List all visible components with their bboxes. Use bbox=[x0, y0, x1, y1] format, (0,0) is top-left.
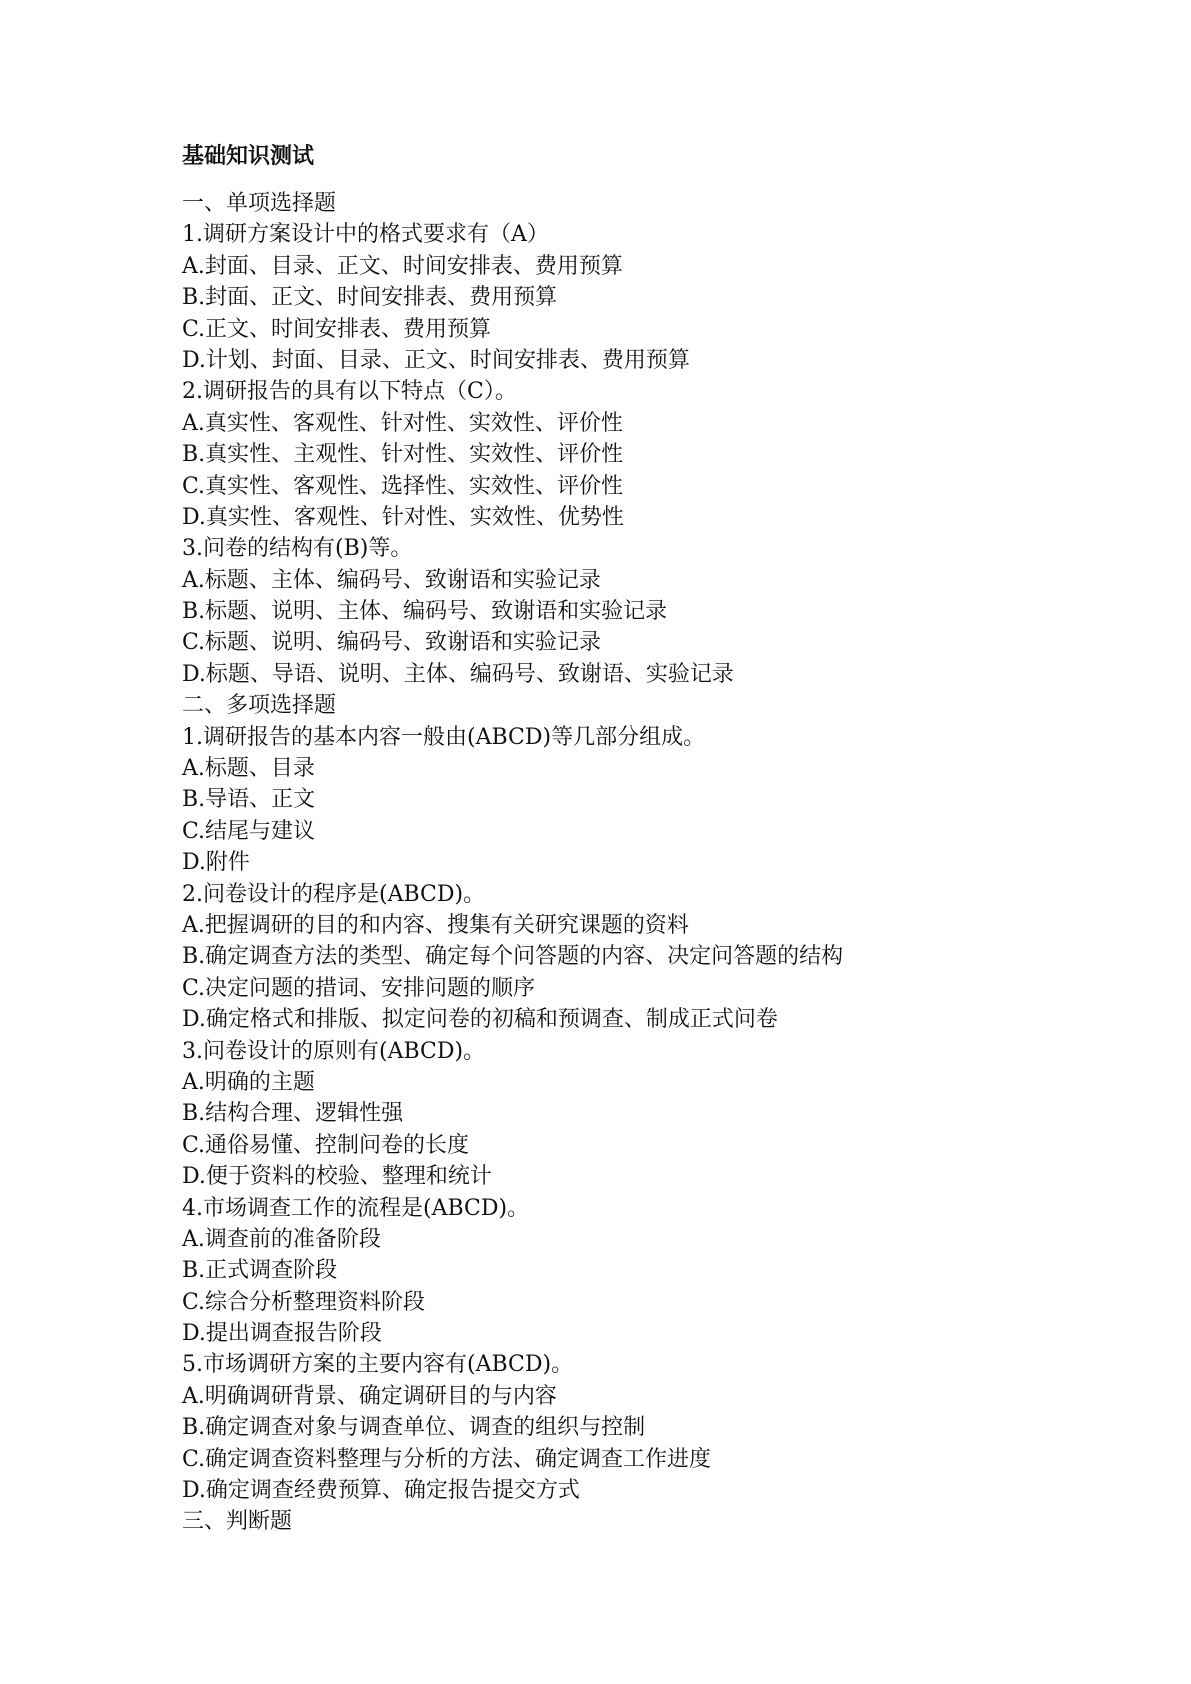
answer-option: D.附件 bbox=[182, 850, 250, 876]
answer-option: B.导语、正文 bbox=[182, 787, 316, 813]
document-body bbox=[182, 188, 1142, 1538]
answer-option: D.真实性、客观性、针对性、实效性、优势性 bbox=[182, 504, 624, 530]
answer-option: B.封面、正文、时间安排表、费用预算 bbox=[182, 285, 558, 311]
answer-option: D.确定调查经费预算、确定报告提交方式 bbox=[182, 1478, 580, 1504]
question: 5.市场调研方案的主要内容有(ABCD)。 bbox=[182, 1352, 574, 1378]
answer-option: A.封面、目录、正文、时间安排表、费用预算 bbox=[182, 253, 623, 279]
question: 3.问卷的结构有(B)等。 bbox=[182, 536, 413, 562]
question: 2.问卷设计的程序是(ABCD)。 bbox=[182, 881, 486, 907]
answer-option: C.通俗易懂、控制问卷的长度 bbox=[182, 1132, 470, 1158]
answer-option: D.提出调查报告阶段 bbox=[182, 1321, 382, 1347]
answer-option: A.把握调研的目的和内容、搜集有关研究课题的资料 bbox=[182, 912, 689, 938]
answer-option: C.结尾与建议 bbox=[182, 818, 316, 844]
answer-option: C.标题、说明、编码号、致谢语和实验记录 bbox=[182, 630, 602, 656]
answer-option: A.标题、主体、编码号、致谢语和实验记录 bbox=[182, 567, 601, 593]
answer-option: B.确定调查方法的类型、确定每个问答题的内容、决定问答题的结构 bbox=[182, 944, 844, 970]
answer-option: B.结构合理、逻辑性强 bbox=[182, 1101, 404, 1127]
question: 1.调研报告的基本内容一般由(ABCD)等几部分组成。 bbox=[182, 724, 706, 750]
answer-option: A.真实性、客观性、针对性、实效性、评价性 bbox=[182, 410, 623, 436]
answer-option: D.计划、封面、目录、正文、时间安排表、费用预算 bbox=[182, 347, 690, 373]
answer-option: C.真实性、客观性、选择性、实效性、评价性 bbox=[182, 473, 624, 499]
document-title: 基础知识测试 bbox=[182, 144, 315, 169]
answer-option: A.明确调研背景、确定调研目的与内容 bbox=[182, 1383, 557, 1409]
answer-option: B.确定调查对象与调查单位、调查的组织与控制 bbox=[182, 1415, 646, 1441]
answer-option: B.真实性、主观性、针对性、实效性、评价性 bbox=[182, 442, 624, 468]
section-heading: 三、判断题 bbox=[182, 1509, 293, 1535]
answer-option: A.调查前的准备阶段 bbox=[182, 1226, 381, 1252]
question: 1.调研方案设计中的格式要求有（A） bbox=[182, 222, 549, 248]
question: 3.问卷设计的原则有(ABCD)。 bbox=[182, 1038, 486, 1064]
answer-option: D.确定格式和排版、拟定问卷的初稿和预调查、制成正式问卷 bbox=[182, 1007, 778, 1033]
section-heading: 一、单项选择题 bbox=[182, 191, 337, 216]
answer-option: C.正文、时间安排表、费用预算 bbox=[182, 316, 492, 342]
question: 4.市场调查工作的流程是(ABCD)。 bbox=[182, 1195, 530, 1221]
answer-option: A.明确的主题 bbox=[182, 1069, 315, 1095]
answer-option: D.便于资料的校验、整理和统计 bbox=[182, 1164, 492, 1190]
document-page bbox=[182, 142, 1142, 1538]
answer-option: C.决定问题的措词、安排问题的顺序 bbox=[182, 975, 536, 1001]
answer-option: D.标题、导语、说明、主体、编码号、致谢语、实验记录 bbox=[182, 661, 734, 687]
question: 2.调研报告的具有以下特点（C）。 bbox=[182, 379, 517, 405]
answer-option: C.综合分析整理资料阶段 bbox=[182, 1289, 426, 1315]
answer-option: B.标题、说明、主体、编码号、致谢语和实验记录 bbox=[182, 599, 668, 625]
answer-option: C.确定调查资料整理与分析的方法、确定调查工作进度 bbox=[182, 1446, 712, 1472]
section-heading: 二、多项选择题 bbox=[182, 693, 337, 719]
answer-option: A.标题、目录 bbox=[182, 756, 315, 782]
answer-option: B.正式调查阶段 bbox=[182, 1258, 338, 1284]
